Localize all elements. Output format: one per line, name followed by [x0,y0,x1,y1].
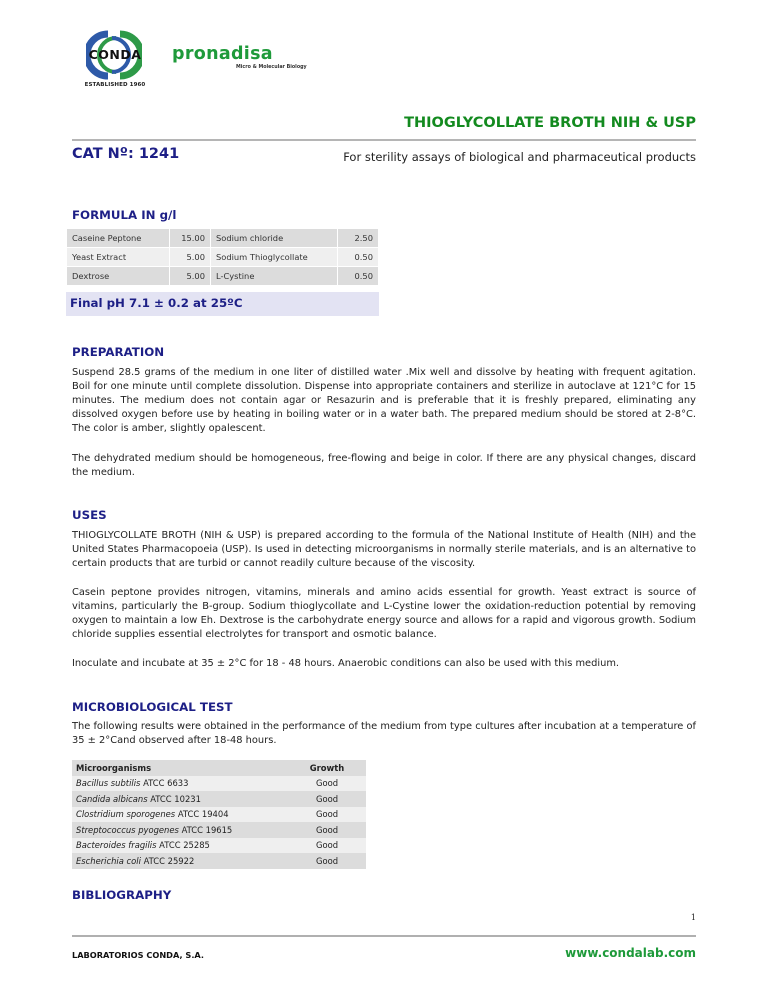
species-name: Escherichia coli [76,855,141,866]
uses-paragraph: THIOGLYCOLLATE BROTH (NIH & USP) is prepared according to the formula of the National Institute of Health (NIH) and the United States Pharmacopoeia (USP). Is used in detecting microorganisms in normally sterile materials, and is an alternative to certain products that are turbid or cannot readily culture because of the viscosity. [72,530,696,569]
species-name: Bacteroides fragilis [76,840,157,851]
website-link[interactable]: www.condalab.com [565,946,696,960]
table-row [72,853,366,869]
table-header-row [72,760,366,776]
ingredient-name: Dextrose [67,267,169,285]
column-header-microorganisms: Microorganisms [72,760,288,776]
pronadisa-wordmark: pronadisa [172,44,273,64]
conda-logo [72,30,158,92]
strain-id: ATCC 25922 [143,855,195,866]
conda-wordmark: CONDA [88,47,142,62]
preparation-paragraph: Suspend 28.5 grams of the medium in one liter of distilled water .Mix well and dissolve by heating with frequent agitation. Boil for one minute until complete dissolution. Dispense into appropriate containers and sterilize in autoclave at 121°C for 15 minutes. The medium does not contain agar or Resazurin and is preferable that it is freshly prepared, eliminating any dissolved oxygen before use by heating in boiling water or in a water bath. The prepared medium should be stored at 2-8°C. The color is amber, slightly opalescent. [72,367,696,434]
growth-result: Good [288,776,366,792]
pronadisa-logo [172,44,307,74]
ingredient-value: 15.00 [170,229,210,247]
micro-test-intro: The following results were obtained in the performance of the medium from type cultures after incubation at a temperature of 35 ± 2°Cand observed after 18-48 hours. [72,721,696,746]
ingredient-name: Sodium Thioglycollate [211,248,337,266]
conda-established: ESTABLISHED 1960 [84,82,146,88]
growth-result: Good [288,853,366,869]
pronadisa-tagline: Micro & Molecular Biology [236,65,307,70]
ingredient-name: L-Cystine [211,267,337,285]
ingredient-value: 0.50 [338,248,378,266]
table-row [72,822,366,838]
table-row [72,838,366,854]
ingredient-value: 0.50 [338,267,378,285]
formula-row [67,267,378,285]
species-name: Candida albicans [76,793,148,804]
growth-result: Good [288,838,366,854]
uses-paragraph: Inoculate and incubate at 35 ± 2°C for 18 - 48 hours. Anaerobic conditions can also be used with this medium. [72,658,620,669]
ingredient-value: 2.50 [338,229,378,247]
table-row [72,776,366,792]
growth-result: Good [288,807,366,823]
formula-heading: FORMULA IN g/l [72,208,177,222]
final-ph-box [66,292,379,316]
micro-test-table [72,760,366,869]
bibliography-heading: BIBLIOGRAPHY [72,888,172,902]
document-title: THIOGLYCOLLATE BROTH NIH & USP [404,115,696,131]
strain-id: ATCC 10231 [150,793,201,804]
column-header-growth: Growth [288,760,366,776]
page-number: 1 [690,913,696,922]
species-name: Streptococcus pyogenes [76,824,179,835]
growth-result: Good [288,791,366,807]
strain-id: ATCC 25285 [159,840,210,851]
formula-row [67,248,378,266]
strain-id: ATCC 6633 [143,778,189,789]
uses-paragraph: Casein peptone provides nitrogen, vitamins, minerals and amino acids essential for growth. Yeast extract is source of vitamins, particularly the B-group. Sodium thioglycollate and L-Cystine lower the oxidation-reduction potential by removing oxygen to maintain a low Eh. Dextrose is the carbohydrate energy source and allows for a rapid and vigorous growth. Sodium chloride supplies essential electrolytes for transport and osmotic balance. [72,587,696,640]
ingredient-name: Caseine Peptone [67,229,169,247]
table-row [72,807,366,823]
species-name: Clostridium sporogenes [76,809,176,820]
formula-table [66,228,379,286]
final-ph: Final pH 7.1 ± 0.2 at 25ºC [70,296,243,310]
document-subtitle: For sterility assays of biological and pharmaceutical products [343,150,696,164]
micro-test-heading: MICROBIOLOGICAL TEST [72,700,233,714]
ingredient-value: 5.00 [170,248,210,266]
preparation-paragraph: The dehydrated medium should be homogeneous, free-flowing and beige in color. If there are any physical changes, discard the medium. [72,453,696,478]
footer-divider [72,935,696,937]
strain-id: ATCC 19615 [181,824,233,835]
ingredient-value: 5.00 [170,267,210,285]
formula-row [67,229,378,247]
strain-id: ATCC 19404 [177,809,229,820]
ingredient-name: Yeast Extract [67,248,169,266]
header-divider [72,139,696,141]
preparation-heading: PREPARATION [72,345,165,359]
company-name: LABORATORIOS CONDA, S.A. [72,950,205,960]
growth-result: Good [288,822,366,838]
species-name: Bacillus subtilis [76,778,141,789]
catalog-number: CAT Nº: 1241 [72,146,180,162]
table-row [72,791,366,807]
ingredient-name: Sodium chloride [211,229,337,247]
uses-heading: USES [72,508,107,522]
